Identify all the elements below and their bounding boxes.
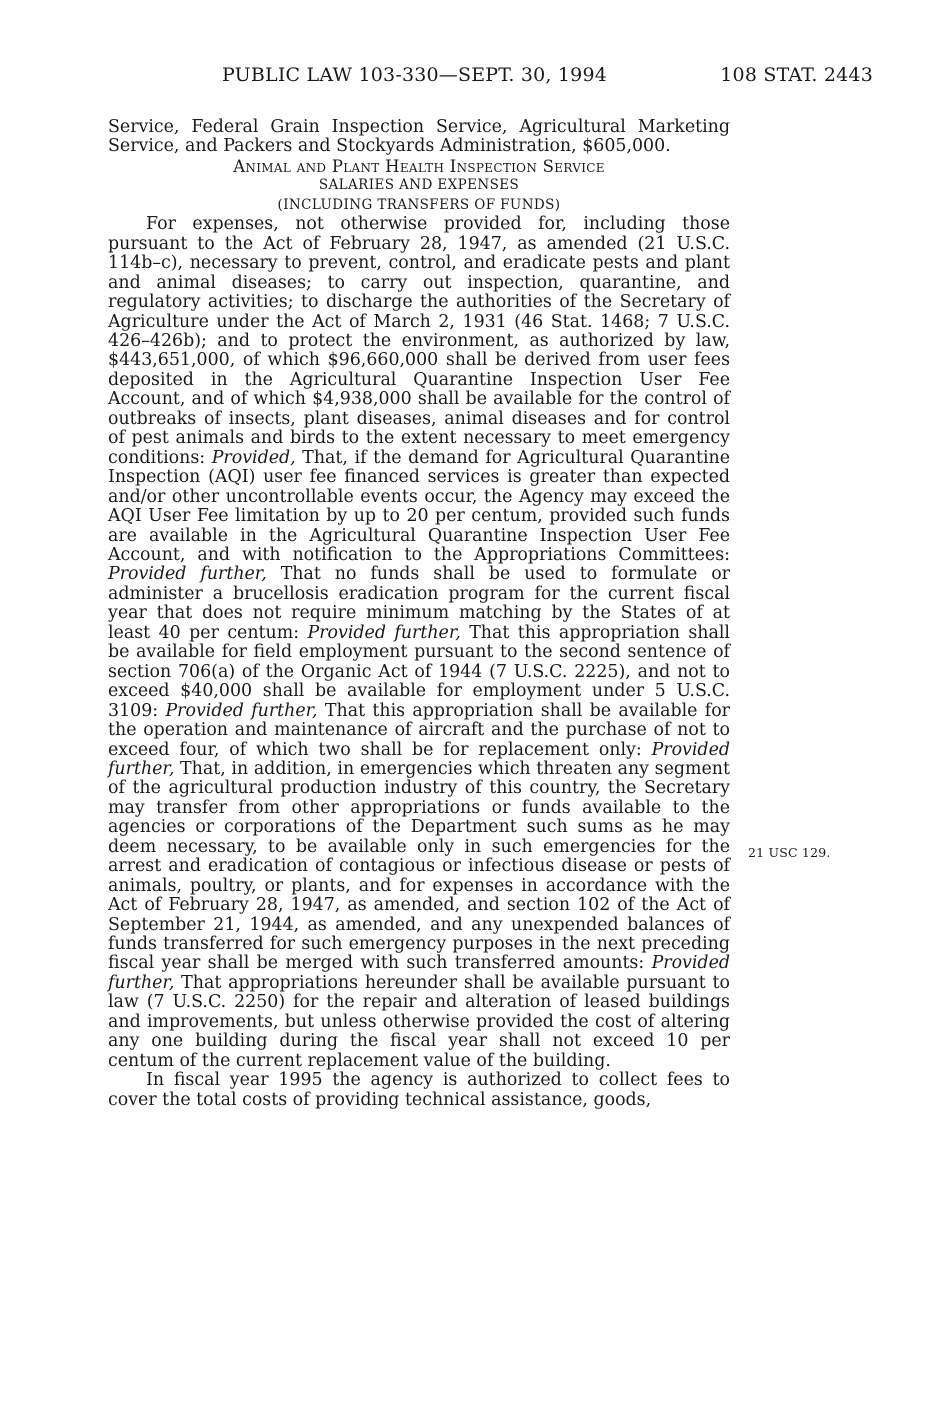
proviso-label: Provided, (211, 447, 296, 468)
proviso-label: Provided further, (108, 564, 267, 585)
running-header (222, 64, 873, 92)
continuation-paragraph: Service, Federal Grain Inspection Service, Agricultural Marketing Service, and Packers and Stockyards Administration, $605,000. (108, 117, 730, 157)
clause-text: That this appropriation shall be available for the operation and maintenance of aircraft and the purchase of not to exceed four, of which two shall be for replacement only: (108, 700, 730, 760)
proviso-label: Provided further, (165, 700, 318, 721)
proviso-label: Provided further, (307, 622, 461, 643)
clause-text: That, if the demand for Agricultural Quarantine Inspection (AQI) user fee financed services is greater than expected and/or other uncontrollable events occur, the Agency may exceed the AQI User Fee limitation by up to 20 per centum, provided such funds are available in the Agricultural Quarantine Inspection User Fee Account, and with notification to the Appropriations Committees: (108, 447, 730, 565)
header-stat-page: 108 STAT. 2443 (720, 64, 873, 86)
clause-text: For expenses, not otherwise provided for, including those pursuant to the Act of February 28, 1947, as amended (21 U.S.C. 114b–c), necessary to prevent, control, and eradicate pests and plant and animal diseases; to carry out inspection, quarantine, and regulatory activities; to discharge the authorities of the Secretary of Agriculture under the Act of March 2, 1931 (46 Stat. 1468; 7 U.S.C. 426–426b); and to protect the environment, as authorized by law, $443,651,000, of which $96,660,000 shall be derived from user fees deposited in the Agricultural Quarantine Inspection User Fee Account, and of which $4,938,000 shall be available for the control of outbreaks of insects, plant diseases, animal diseases and for control of pest animals and birds to the extent necessary to meet emergency conditions: (108, 214, 730, 468)
usc-margin-note: 21 USC 129. (748, 845, 831, 860)
appropriation-paragraph (108, 215, 730, 1071)
clause-text: That this appropriation shall be available for field employment pursuant to the second sentence of section 706(a) of the Organic Act of 1944 (7 U.S.C. 2225), and not to exceed $40,000 shall be available for employment under 5 U.S.C. 3109: (108, 622, 730, 721)
clause-text: That no funds shall be used to formulate or administer a brucellosis eradication program for the current fiscal year that does not require minimum matching by the States of at least 40 per centum: (108, 564, 730, 643)
proviso-label: Provided further, (108, 739, 730, 779)
agency-heading: Animal and Plant Health Inspection Service (233, 156, 605, 176)
clause-text: That appropriations hereunder shall be available pursuant to law (7 U.S.C. 2250) for the repair and alteration of leased buildings and improvements, but unless otherwise provided the cost of altering any one building during the fiscal year shall not exceed 10 per centum of the current replacement value of the building. (108, 972, 730, 1071)
body-text-column (108, 118, 730, 1110)
appropriation-heading: SALARIES AND EXPENSES (318, 177, 520, 194)
clause-text: That, in addition, in emergencies which threaten any segment of the agricultural production industry of this country, the Secretary may transfer from other appropriations or funds available to the agencies or corporations of the Department such sums as he may deem necessary, to be available only in such emergencies for the arrest and eradication of contagious or infectious disease or pests of animals, poultry, or plants, and for expenses in accordance with the Act of February 28, 1947, as amended, and section 102 of the Act of September 21, 1944, as amended, and any unexpended balances of funds transferred for such emergency purposes in the next preceding fiscal year shall be merged with such transferred amounts: (108, 758, 730, 974)
fees-paragraph: In fiscal year 1995 the agency is authorized to collect fees to cover the total costs of providing technical assistance, goods, (108, 1070, 730, 1110)
header-public-law: PUBLIC LAW 103-330—SEPT. 30, 1994 (222, 64, 608, 86)
transfers-parenthetical: (INCLUDING TRANSFERS OF FUNDS) (277, 196, 561, 213)
proviso-label: Provided further, (108, 953, 730, 993)
